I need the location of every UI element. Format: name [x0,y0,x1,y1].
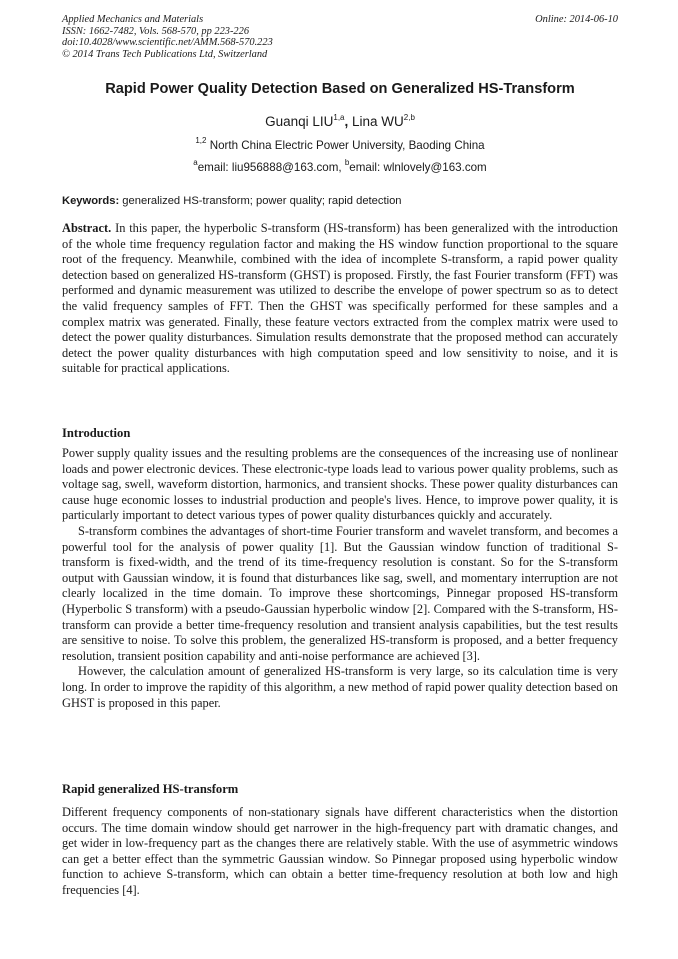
introduction-heading: Introduction [62,426,131,440]
author-2-affiliation-mark: 2,b [403,113,415,122]
abstract-label: Abstract. [62,221,112,235]
rapid-ghst-heading: Rapid generalized HS-transform [62,782,239,796]
keywords-label: Keywords: [62,195,120,207]
paper-title: Rapid Power Quality Detection Based on Generalized HS-Transform [105,81,575,97]
rapid-paragraph-1: Different frequency components of non-stationary signals have different characteristics when the distortion occurs. The time domain window should get narrower in the high-frequency part with dramatic changes, and get wider in low-frequency part as the changes there are relatively stable. With the use of asymmetric windows can get a better effect than the symmetric Gaussian window. So Pinnegar proposed using hyperbolic window function to achieve S-transform, which can obtain a better time-frequency resolution at both low and high frequencies [4]. [62,805,618,897]
intro-paragraph-3: However, the calculation amount of generalized HS-transform is very large, so its calculation time is very long. In order to improve the rapidity of this algorithm, a new method of rapid power quality detection based on GHST is proposed in this paper. [62,664,618,710]
rapid-ghst-body [62,805,618,899]
author-emails [62,158,618,174]
copyright-line: © 2014 Trans Tech Publications Ltd, Switzerland [62,48,268,60]
affiliation-mark: 1,2 [195,136,207,145]
introduction-body [62,446,618,711]
intro-paragraph-1: Power supply quality issues and the resulting problems are the consequences of the increasing use of nonlinear loads and power electronic devices. These electronic-type loads lead to various power quality problems, such as voltage sag, swell, waveform distortion, harmonics, and transient shocks. These power quality disturbances can cause huge economic losses to industrial production and people's lives. Hence, to improve power quality, it is particularly important to detect various types of power quality disturbances quickly and accurately. [62,446,618,523]
affiliation [62,136,618,152]
author-1: Guanqi LIU [265,114,334,129]
abstract-text: In this paper, the hyperbolic S-transform (HS-transform) has been generalized with the introduction of the whole time frequency regulation factor and making the HS window function proportional to the square root of the frequency. Meanwhile, combined with the idea of incomplete S-transform, a rapid power quality detection based on generalized HS-transform (GHST) is proposed. Firstly, the fast Fourier transform (FFT) was performed and dynamic measurement was utilized to describe the envelope of power spectrum so as to detect the valid frequency samples of FFT. Then the GHST was specifically performed for these samples and a complex matrix was generated. Finally, these feature vectors extracted from the complex matrix were used to detect the power quality disturbances. Simulation results demonstrate that the proposed method can accurately detect the power quality disturbances with high computation speed and low sensitivity to noise, and it is suitable for practical applications. [62,221,618,376]
author-separator: , [344,114,349,129]
intro-paragraph-2: S-transform combines the advantages of short-time Fourier transform and wavelet transform, and becomes a powerful tool for the analysis of power quality [1]. But the Gaussian window function of traditional S-transform is fixed-width, and the trend of its time-frequency resolution is constant. So for the S-transform output with Gaussian window, it is found that disturbances like sag, swell, and momentary interruption are not clearly localized in the time domain. To improve these shortcomings, Pinnegar proposed HS-transform (Hyperbolic S transform) with a pseudo-Gaussian hyperbolic window [2]. Compared with the S-transform, HS-transform can provide a better time-frequency resolution and transient analysis capabilities, but the test results are sensitive to noise. To solve this problem, the generalized HS-transform is proposed, and a better frequency resolution, transient position capability and anti-noise performance are achieved [3]. [62,523,618,663]
author-2: Lina WU [352,114,404,129]
email-b-mark: b [344,158,350,167]
email-b: email: wlnlovely@163.com [349,161,487,174]
doi-line: doi:10.4028/www.scientific.net/AMM.568-570.223 [62,37,273,49]
journal-name: Applied Mechanics and Materials [62,14,204,25]
affiliation-text: North China Electric Power University, Baoding China [209,139,485,152]
keywords [62,195,618,207]
author-1-affiliation-mark: 1,a [333,113,345,122]
email-a-mark: a [193,158,198,167]
abstract [62,221,618,377]
abstract-paragraph [62,221,618,377]
online-date: Online: 2014-06-10 [535,14,618,25]
email-a: email: liu956888@163.com, [197,161,345,174]
issn-line: ISSN: 1662-7482, Vols. 568-570, pp 223-226 [62,25,250,37]
author-list [62,114,618,129]
journal-header [62,14,618,60]
keywords-text: generalized HS-transform; power quality; rapid detection [119,195,402,207]
